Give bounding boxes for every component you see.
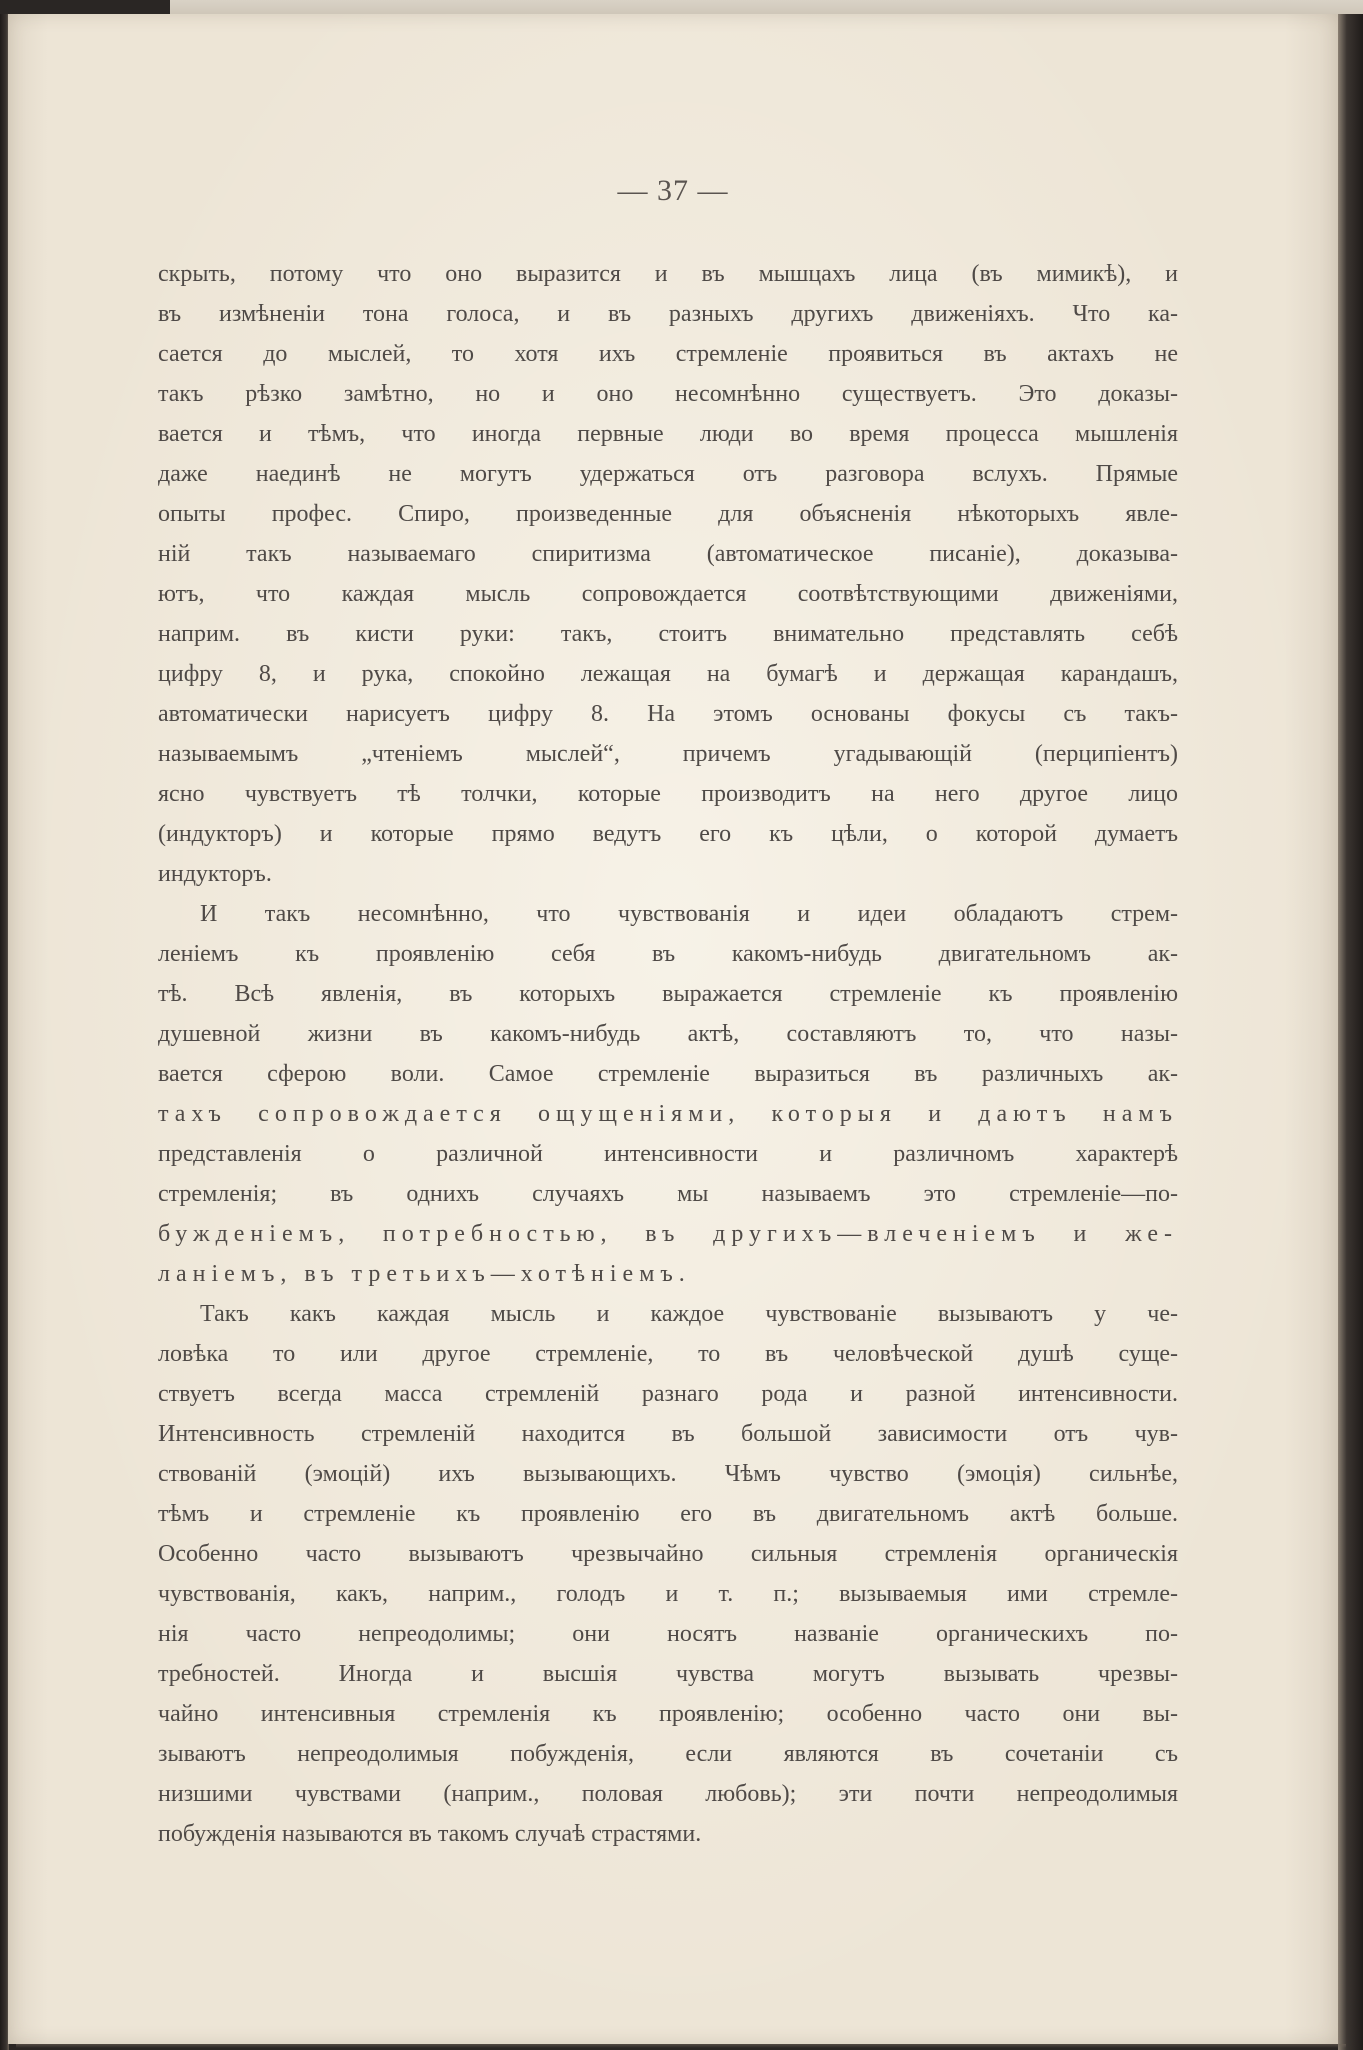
text-line: представленія о различной интенсивности и различномъ характерѣ: [158, 1141, 1178, 1167]
text-line: называемымъ „чтеніемъ мыслей“, причемъ угадывающій (перципіентъ): [158, 741, 1178, 767]
text-line: скрыть, потому что оно выразится и въ мышцахъ лица (въ мимикѣ), и: [158, 261, 1178, 287]
text-line-paragraph-end: побужденія называются въ такомъ случаѣ страстями.: [158, 1821, 702, 1847]
text-line: автоматически нарисуетъ цифру 8. На этомъ основаны фокусы съ такъ-: [158, 701, 1178, 727]
text-line: цифру 8, и рука, спокойно лежащая на бумагѣ и держащая карандашъ,: [158, 661, 1178, 687]
text-line: тѣ. Всѣ явленія, въ которыхъ выражается стремленіе къ проявленію: [158, 981, 1178, 1007]
text-line: стремленія; въ однихъ случаяхъ мы называемъ это стремленіе—по-: [158, 1181, 1178, 1207]
text-line-spaced: бужденіемъ, потребностью, въ другихъ—влеченіемъ и же-: [158, 1221, 1178, 1247]
text-line: вается и тѣмъ, что иногда первные люди во время процесса мышленія: [158, 421, 1178, 447]
text-line: ствованій (эмоцій) ихъ вызывающихъ. Чѣмъ чувство (эмоція) сильнѣе,: [158, 1461, 1178, 1487]
text-line: низшими чувствами (наприм., половая любовь); эти почти непреодолимыя: [158, 1781, 1178, 1807]
page-number: 37: [657, 174, 689, 207]
text-line: требностей. Иногда и высшія чувства могутъ вызывать чрезвы-: [158, 1661, 1178, 1687]
text-line: ютъ, что каждая мысль сопровождается соотвѣтствующими движеніями,: [158, 581, 1178, 607]
header-dash-left: —: [617, 174, 649, 207]
header-dash-right: —: [697, 174, 729, 207]
text-line: такъ рѣзко замѣтно, но и оно несомнѣнно существуетъ. Это доказы-: [158, 381, 1178, 407]
paper-sheet: [8, 14, 1338, 2044]
text-line-paragraph-start: Такъ какъ каждая мысль и каждое чувствованіе вызываютъ у че-: [200, 1301, 1178, 1327]
text-line: ствуетъ всегда масса стремленій разнаго рода и разной интенсивности.: [158, 1381, 1178, 1407]
text-line: нія часто непреодолимы; они носятъ названіе органическихъ по-: [158, 1621, 1178, 1647]
text-line: Особенно часто вызываютъ чрезвычайно сильныя стремленія органическія: [158, 1541, 1178, 1567]
text-line: вается сферою воли. Самое стремленіе выразиться въ различныхъ ак-: [158, 1061, 1178, 1087]
text-line-spaced: тахъ сопровождается ощущеніями, которыя и даютъ намъ: [158, 1101, 1178, 1127]
text-line: душевной жизни въ какомъ-нибудь актѣ, составляютъ то, что назы-: [158, 1021, 1178, 1047]
text-line: чайно интенсивныя стремленія къ проявленію; особенно часто они вы-: [158, 1701, 1178, 1727]
text-line: тѣмъ и стремленіе къ проявленію его въ двигательномъ актѣ больше.: [158, 1501, 1178, 1527]
text-line: даже наединѣ не могутъ удержаться отъ разговора вслухъ. Прямые: [158, 461, 1178, 487]
text-line: (индукторъ) и которые прямо ведутъ его къ цѣли, о которой думаетъ: [158, 821, 1178, 847]
text-line-paragraph-end: ланіемъ, въ третьихъ—хотѣніемъ.: [158, 1261, 691, 1287]
text-line-paragraph-end: индукторъ.: [158, 861, 272, 887]
scan-top-edge: [0, 0, 1363, 14]
text-line: въ измѣненіи тона голоса, и въ разныхъ другихъ движеніяхъ. Что ка-: [158, 301, 1178, 327]
text-line: чувствованія, какъ, наприм., голодъ и т. п.; вызываемыя ими стремле-: [158, 1581, 1178, 1607]
body-text: [158, 254, 1178, 1854]
text-line: опыты профес. Спиро, произведенные для объясненія нѣкоторыхъ явле-: [158, 501, 1178, 527]
text-line: леніемъ къ проявленію себя въ какомъ-нибудь двигательномъ ак-: [158, 941, 1178, 967]
page-bottom-shadow: [16, 2044, 1346, 2048]
text-line: ловѣка то или другое стремленіе, то въ человѣческой душѣ суще-: [158, 1341, 1178, 1367]
text-line-paragraph-start: И такъ несомнѣнно, что чувствованія и идеи обладаютъ стрем-: [200, 901, 1178, 927]
text-line: ясно чувствуетъ тѣ толчки, которые производитъ на него другое лицо: [158, 781, 1178, 807]
scan-right-edge: [1338, 14, 1363, 2050]
text-line: зываютъ непреодолимыя побужденія, если являются въ сочетаніи съ: [158, 1741, 1178, 1767]
text-line: наприм. въ кисти руки: такъ, стоитъ внимательно представлять себѣ: [158, 621, 1178, 647]
page-header: [8, 174, 1338, 208]
scan-top-corner-shadow: [0, 0, 170, 14]
text-line: Интенсивность стремленій находится въ большой зависимости отъ чув-: [158, 1421, 1178, 1447]
text-line: сается до мыслей, то хотя ихъ стремленіе проявиться въ актахъ не: [158, 341, 1178, 367]
text-line: ній такъ называемаго спиритизма (автоматическое писаніе), доказыва-: [158, 541, 1178, 567]
